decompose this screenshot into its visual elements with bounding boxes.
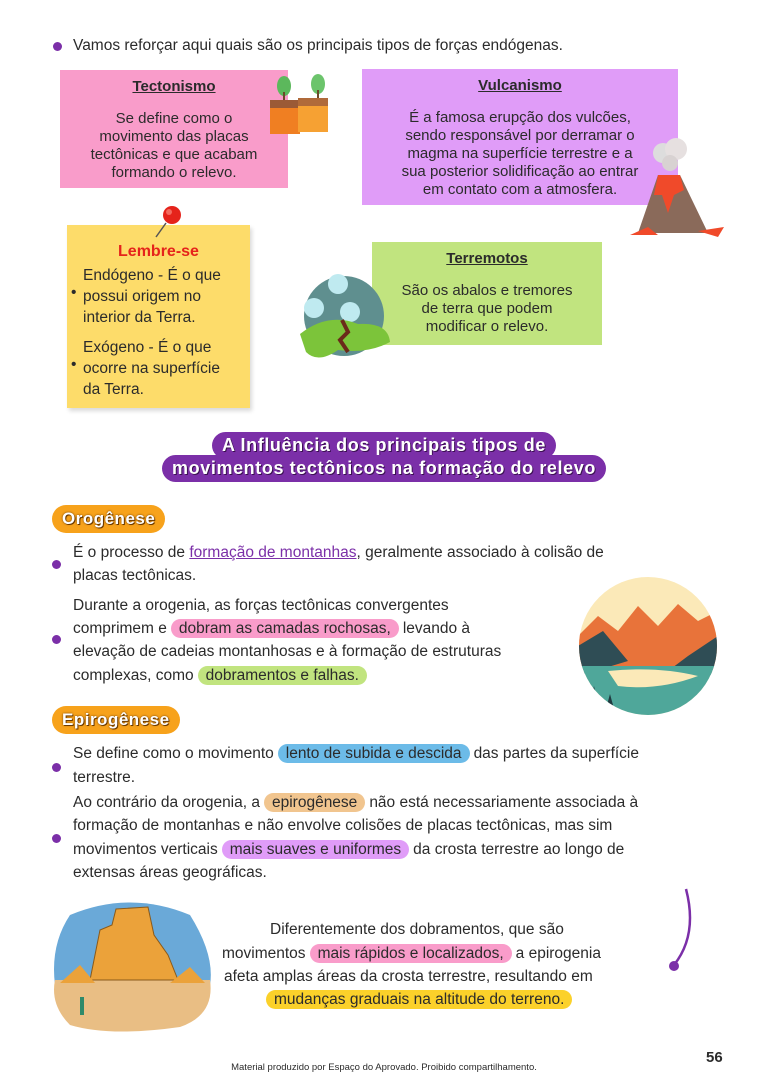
highlight: lento de subida e descida	[278, 744, 470, 763]
paragraph-line: elevação de cadeias montanhosas e à formação de estruturas	[73, 643, 502, 660]
card-line: São os abalos e tremores	[401, 282, 573, 299]
card-title: Terremotos	[446, 250, 528, 267]
card-line: magma na superfície terrestre e a	[407, 145, 633, 162]
paragraph-line: Se define como o movimento lento de subida e descida das partes da superfície	[73, 745, 639, 762]
footer-text: Material produzido por Espaço do Aprovado. Proibido compartilhamento.	[231, 1062, 537, 1073]
card-line: É a famosa erupção dos vulcões,	[409, 109, 631, 126]
card-line: Se define como o	[115, 110, 233, 127]
bullet-icon	[52, 560, 61, 569]
paragraph-line: afeta amplas áreas da crosta terrestre, resultando em	[224, 968, 593, 985]
card-terremotos	[372, 242, 602, 345]
paragraph-line: formação de montanhas e não envolve colisões de placas tectônicas, mas sim	[73, 817, 613, 834]
link-formacao-montanhas[interactable]: formação de montanhas	[189, 544, 357, 561]
paragraph-line: movimentos mais rápidos e localizados, a epirogenia	[222, 945, 601, 962]
highlight: mudanças graduais na altitude do terreno.	[266, 990, 572, 1009]
reminder-title: Lembre-se	[118, 243, 199, 260]
section-banner-line: A Influência dos principais tipos de	[0, 432, 768, 459]
highlight: mais rápidos e localizados,	[310, 944, 512, 963]
card-line: modificar o relevo.	[425, 318, 549, 335]
bullet-icon	[52, 635, 61, 644]
card-title: Tectonismo	[132, 78, 216, 95]
card-line: movimento das placas	[99, 128, 249, 145]
paragraph-line: extensas áreas geográficas.	[73, 864, 267, 881]
highlight: mais suaves e uniformes	[222, 840, 409, 859]
paragraph-line: É o processo de formação de montanhas, geralmente associado à colisão de	[73, 544, 604, 561]
paragraph-line: complexas, como dobramentos e falhas.	[73, 665, 371, 687]
reminder-item: Exógeno - É o que ocorre na superfície da Terra.	[83, 339, 220, 398]
earthquake-icon	[298, 272, 394, 364]
card-line: de terra que podem	[421, 300, 553, 317]
page-number: 56	[706, 1049, 723, 1066]
paragraph-line: terrestre.	[73, 769, 136, 786]
bullet-icon	[52, 834, 61, 843]
bullet-icon	[53, 42, 62, 51]
heading-orogenese: Orogênese	[52, 505, 165, 533]
highlight: dobram as camadas rochosas,	[171, 619, 399, 638]
desert-mesa-illustration	[50, 895, 215, 1035]
terrain-layers-icon	[268, 74, 332, 138]
card-line: tectônicas e que acabam	[90, 146, 258, 163]
highlight: dobramentos e falhas.	[198, 666, 367, 685]
card-line: formando o relevo.	[111, 164, 237, 181]
mountain-lake-illustration	[578, 576, 718, 716]
bullet-icon	[52, 763, 61, 772]
curved-arrow-icon	[660, 885, 700, 975]
card-tectonismo	[60, 70, 288, 188]
card-line: em contato com a atmosfera.	[422, 181, 618, 198]
card-line: sendo responsável por derramar o	[405, 127, 635, 144]
paragraph-line: Durante a orogenia, as forças tectônicas convergentes	[73, 597, 449, 614]
bullet-icon: •	[71, 284, 77, 301]
paragraph-line: placas tectônicas.	[73, 567, 197, 584]
paragraph-line: comprimem e dobram as camadas rochosas, levando à	[73, 620, 471, 637]
volcano-icon	[628, 135, 728, 240]
highlight: epirogênese	[264, 793, 365, 812]
section-banner-line: movimentos tectônicos na formação do relevo	[0, 455, 768, 482]
reminder-item: Endógeno - É o que possui origem no interior da Terra.	[83, 267, 221, 326]
paragraph-line	[262, 989, 576, 1011]
intro-text: Vamos reforçar aqui quais são os principais tipos de forças endógenas.	[73, 37, 563, 54]
heading-epirogenese: Epirogênese	[52, 706, 180, 734]
bullet-icon: •	[71, 356, 77, 373]
paragraph-line: Ao contrário da orogenia, a epirogênese não está necessariamente associada à	[73, 794, 639, 811]
card-title: Vulcanismo	[478, 77, 562, 94]
card-line: sua posterior solidificação ao entrar	[401, 163, 639, 180]
pushpin-icon	[150, 203, 186, 239]
paragraph-line: movimentos verticais mais suaves e uniformes da crosta terrestre ao longo de	[73, 841, 625, 858]
reminder-note	[67, 225, 250, 408]
